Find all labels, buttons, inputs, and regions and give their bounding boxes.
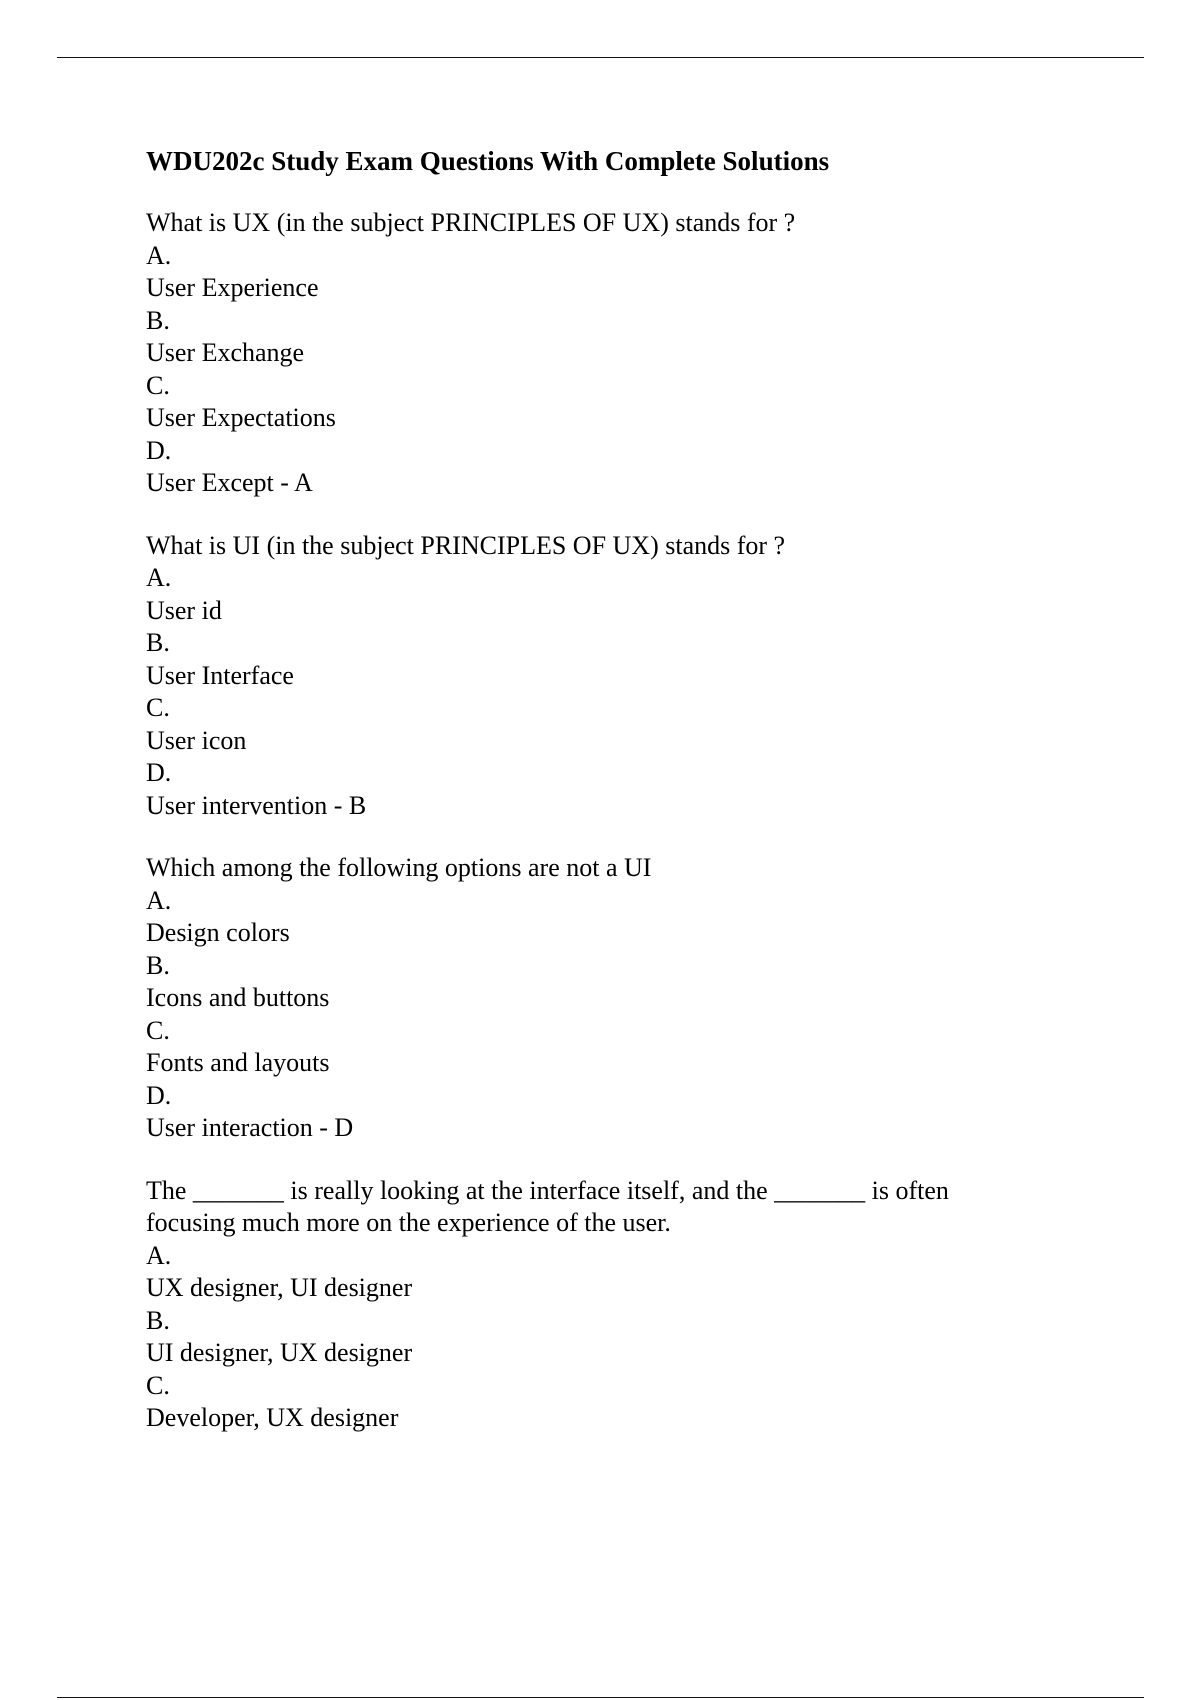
option-text: Fonts and layouts xyxy=(146,1048,330,1077)
option-text: Design colors xyxy=(146,918,290,947)
option-letter: A. xyxy=(146,563,172,592)
option-text: User Exchange xyxy=(146,338,305,367)
option-text-with-answer: User interaction - D xyxy=(146,1113,354,1142)
option-letter: C. xyxy=(146,1370,170,1400)
question-prompt: The _______ is really looking at the interface itself, and the _______ is often xyxy=(146,1175,949,1205)
question-3 xyxy=(146,852,1046,1145)
option-letter: B. xyxy=(146,305,170,335)
option-text: User Experience xyxy=(146,273,319,302)
question-1 xyxy=(146,207,1046,500)
option-letter: D. xyxy=(146,435,172,465)
option-text: UX designer, UI designer xyxy=(146,1273,413,1302)
option-text: User icon xyxy=(146,725,247,755)
header-rule xyxy=(57,57,1144,58)
option-letter: D. xyxy=(146,1080,172,1110)
question-prompt: What is UI (in the subject PRINCIPLES OF UX) stands for ? xyxy=(146,530,786,560)
option-text: User id xyxy=(146,595,222,625)
document-title: WDU202c Study Exam Questions With Complete Solutions xyxy=(146,146,830,176)
document-body xyxy=(146,145,1046,1465)
option-text: Developer, UX designer xyxy=(146,1403,399,1432)
question-prompt-continued: focusing much more on the experience of the user. xyxy=(146,1208,671,1237)
option-letter: B. xyxy=(146,950,170,980)
option-letter: B. xyxy=(146,1305,170,1335)
option-text: Icons and buttons xyxy=(146,983,330,1012)
question-prompt: What is UX (in the subject PRINCIPLES OF UX) stands for ? xyxy=(146,208,796,237)
option-text-with-answer: User Except - A xyxy=(146,468,313,497)
option-letter: A. xyxy=(146,885,172,915)
option-letter: A. xyxy=(146,240,172,270)
option-text: User Interface xyxy=(146,660,294,690)
option-letter: C. xyxy=(146,693,170,722)
footer-rule xyxy=(57,1697,1144,1698)
option-letter: C. xyxy=(146,1015,170,1045)
option-letter: D. xyxy=(146,758,172,787)
option-text: User Expectations xyxy=(146,403,336,432)
question-2 xyxy=(146,530,1046,823)
question-4 xyxy=(146,1175,1046,1435)
option-text: UI designer, UX designer xyxy=(146,1338,413,1367)
option-letter: B. xyxy=(146,628,170,657)
option-letter: A. xyxy=(146,1240,172,1270)
option-text-with-answer: User intervention - B xyxy=(146,790,367,820)
question-prompt: Which among the following options are not a UI xyxy=(146,853,652,882)
option-letter: C. xyxy=(146,370,170,400)
